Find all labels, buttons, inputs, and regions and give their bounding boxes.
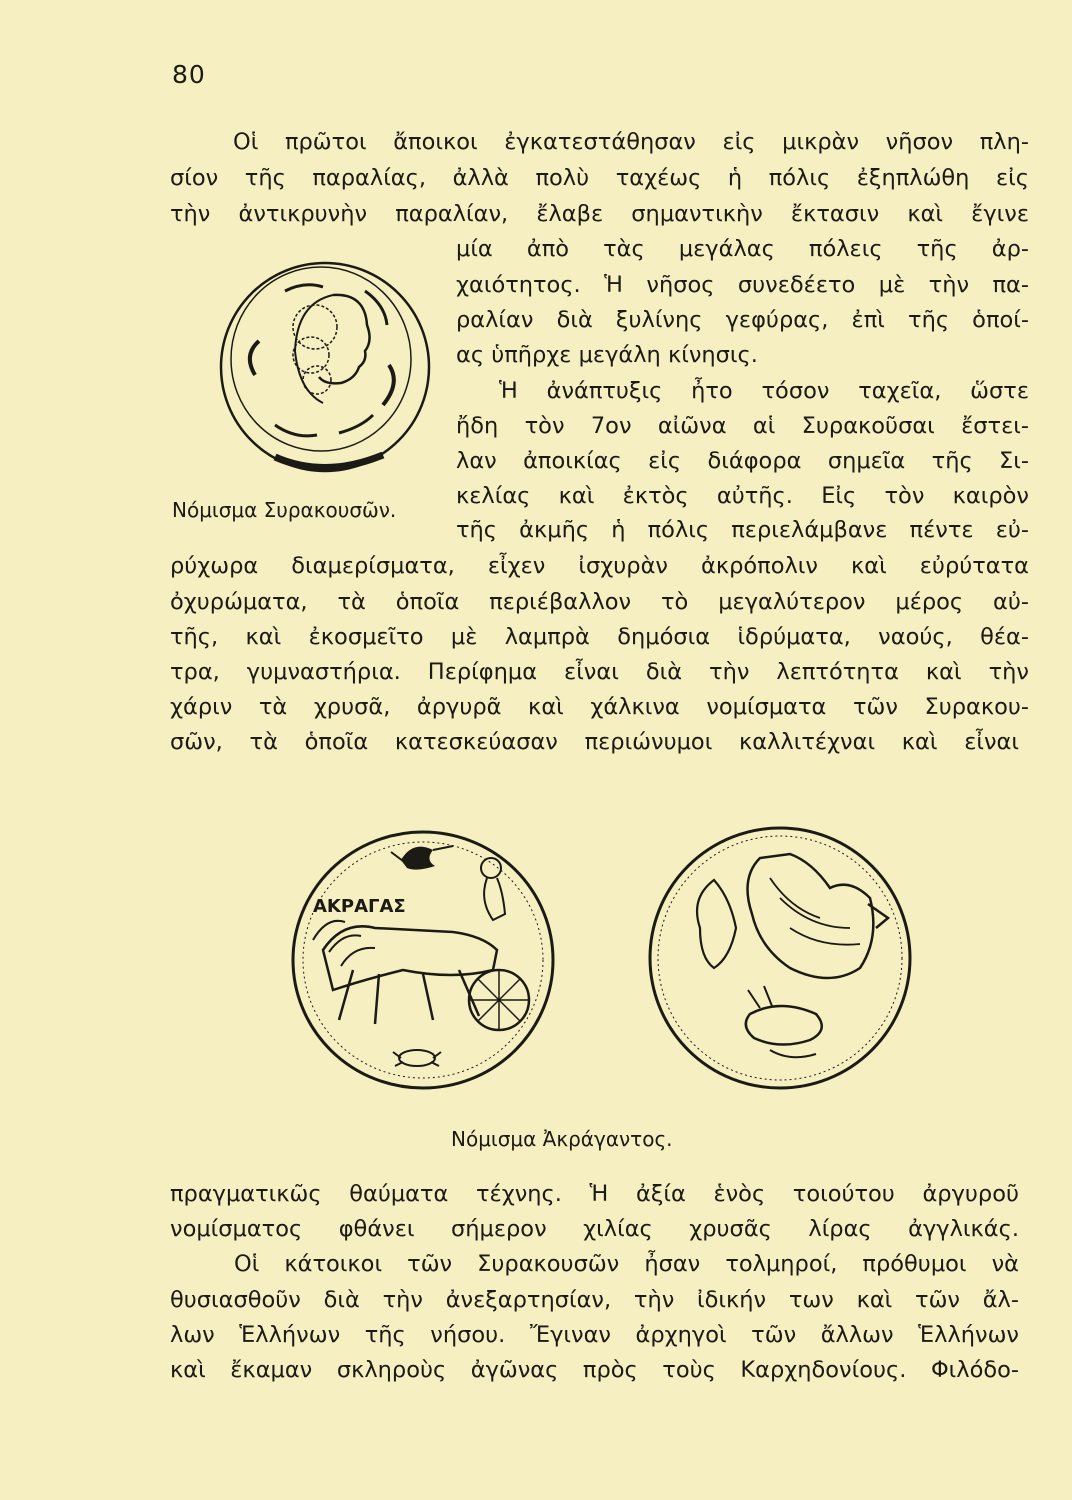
text-line: πραγματικῶς θαύματα τέχνης. Ἡ ἀξία ἑνὸς τοιούτου ἀργυροῦ — [170, 1181, 1019, 1207]
text-line: χάριν τὰ χρυσᾶ, ἀργυρᾶ καὶ χάλκινα νομίσματα τῶν Συρακου- — [170, 694, 1029, 720]
text-line: ρύχωρα διαμερίσματα, εἶχεν ἰσχυρὰν ἀκρόπολιν καὶ εὐρύτατα — [170, 553, 1029, 579]
text-line: κελίας καὶ ἐκτὸς αὐτῆς. Εἰς τὸν καιρὸν — [456, 483, 1029, 509]
coin-caption-akragas: Νόμισμα Ἀκράγαντος. — [451, 1127, 673, 1151]
text-line: Ἡ ἀνάπτυξις ἦτο τόσον ταχεῖα, ὥστε — [499, 378, 1029, 404]
text-line: Οἱ πρῶτοι ἄποικοι ἐγκατεστάθησαν εἰς μικρὰν νῆσον πλη- — [233, 129, 1029, 155]
page-number: 80 — [172, 60, 206, 89]
akragas-coin-eagles-illustration — [640, 818, 920, 1098]
text-line: λαν ἀποικίας εἰς διάφορα σημεῖα τῆς Σι- — [456, 448, 1029, 474]
syracuse-coin-illustration — [215, 255, 435, 475]
text-line: Οἱ κάτοικοι τῶν Συρακουσῶν ἦσαν τολμηροί, πρόθυμοι νὰ — [234, 1251, 1019, 1277]
text-line: τῆς ἀκμῆς ἡ πόλις περιελάμβανε πέντε εὐ- — [456, 517, 1029, 543]
text-line: ὀχυρώματα, τὰ ὁποῖα περιέβαλλον τὸ μεγαλύτερον μέρος αὐ- — [170, 589, 1029, 615]
text-line: τῆς, καὶ ἐκοσμεῖτο μὲ λαμπρὰ δημόσια ἱδρύματα, ναούς, θέα- — [170, 624, 1029, 650]
coin-caption-syracuse: Νόμισμα Συρακουσῶν. — [172, 498, 397, 522]
text-line: σίον τῆς παραλίας, ἀλλὰ πολὺ ταχέως ἡ πόλις ἐξηπλώθη εἰς — [170, 165, 1029, 191]
text-line: καὶ ἔκαμαν σκληροὺς ἀγῶνας πρὸς τοὺς Καρχηδονίους. Φιλόδο- — [170, 1357, 1019, 1383]
text-line: σῶν, τὰ ὁποῖα κατεσκεύασαν περιώνυμοι καλλιτέχναι καὶ εἶναι — [170, 729, 1019, 755]
text-line: μία ἀπὸ τὰς μεγάλας πόλεις τῆς ἀρ- — [456, 236, 1029, 262]
coin-legend: ΑΚΡΑΓΑΣ — [313, 896, 406, 917]
text-line: νομίσματος φθάνει σήμερον χιλίας χρυσᾶς λίρας ἀγγλικάς. — [170, 1216, 1019, 1242]
text-line: ἤδη τὸν 7ον αἰῶνα αἱ Συρακοῦσαι ἔστει- — [456, 413, 1029, 439]
text-line: θυσιασθοῦν διὰ τὴν ἀνεξαρτησίαν, τὴν ἰδικήν των καὶ τῶν ἄλ- — [170, 1287, 1019, 1313]
text-line: χαιότητος. Ἡ νῆσος συνεδέετο μὲ τὴν πα- — [456, 272, 1029, 298]
text-line: τὴν ἀντικρυνὴν παραλίαν, ἔλαβε σημαντικὴν ἔκτασιν καὶ ἔγινε — [170, 201, 1029, 227]
text-line: λων Ἑλλήνων τῆς νήσου. Ἔγιναν ἀρχηγοὶ τῶν ἄλλων Ἑλλήνων — [170, 1322, 1019, 1348]
akragas-coin-chariot-illustration — [283, 820, 563, 1095]
text-line: ας ὑπῆρχε μεγάλη κίνησις. — [456, 342, 758, 368]
text-line: ραλίαν διὰ ξυλίνης γεφύρας, ἐπὶ τῆς ὁποί- — [456, 307, 1029, 333]
text-line: τρα, γυμναστήρια. Περίφημα εἶναι διὰ τὴν λεπτότητα καὶ τὴν — [170, 659, 1029, 685]
